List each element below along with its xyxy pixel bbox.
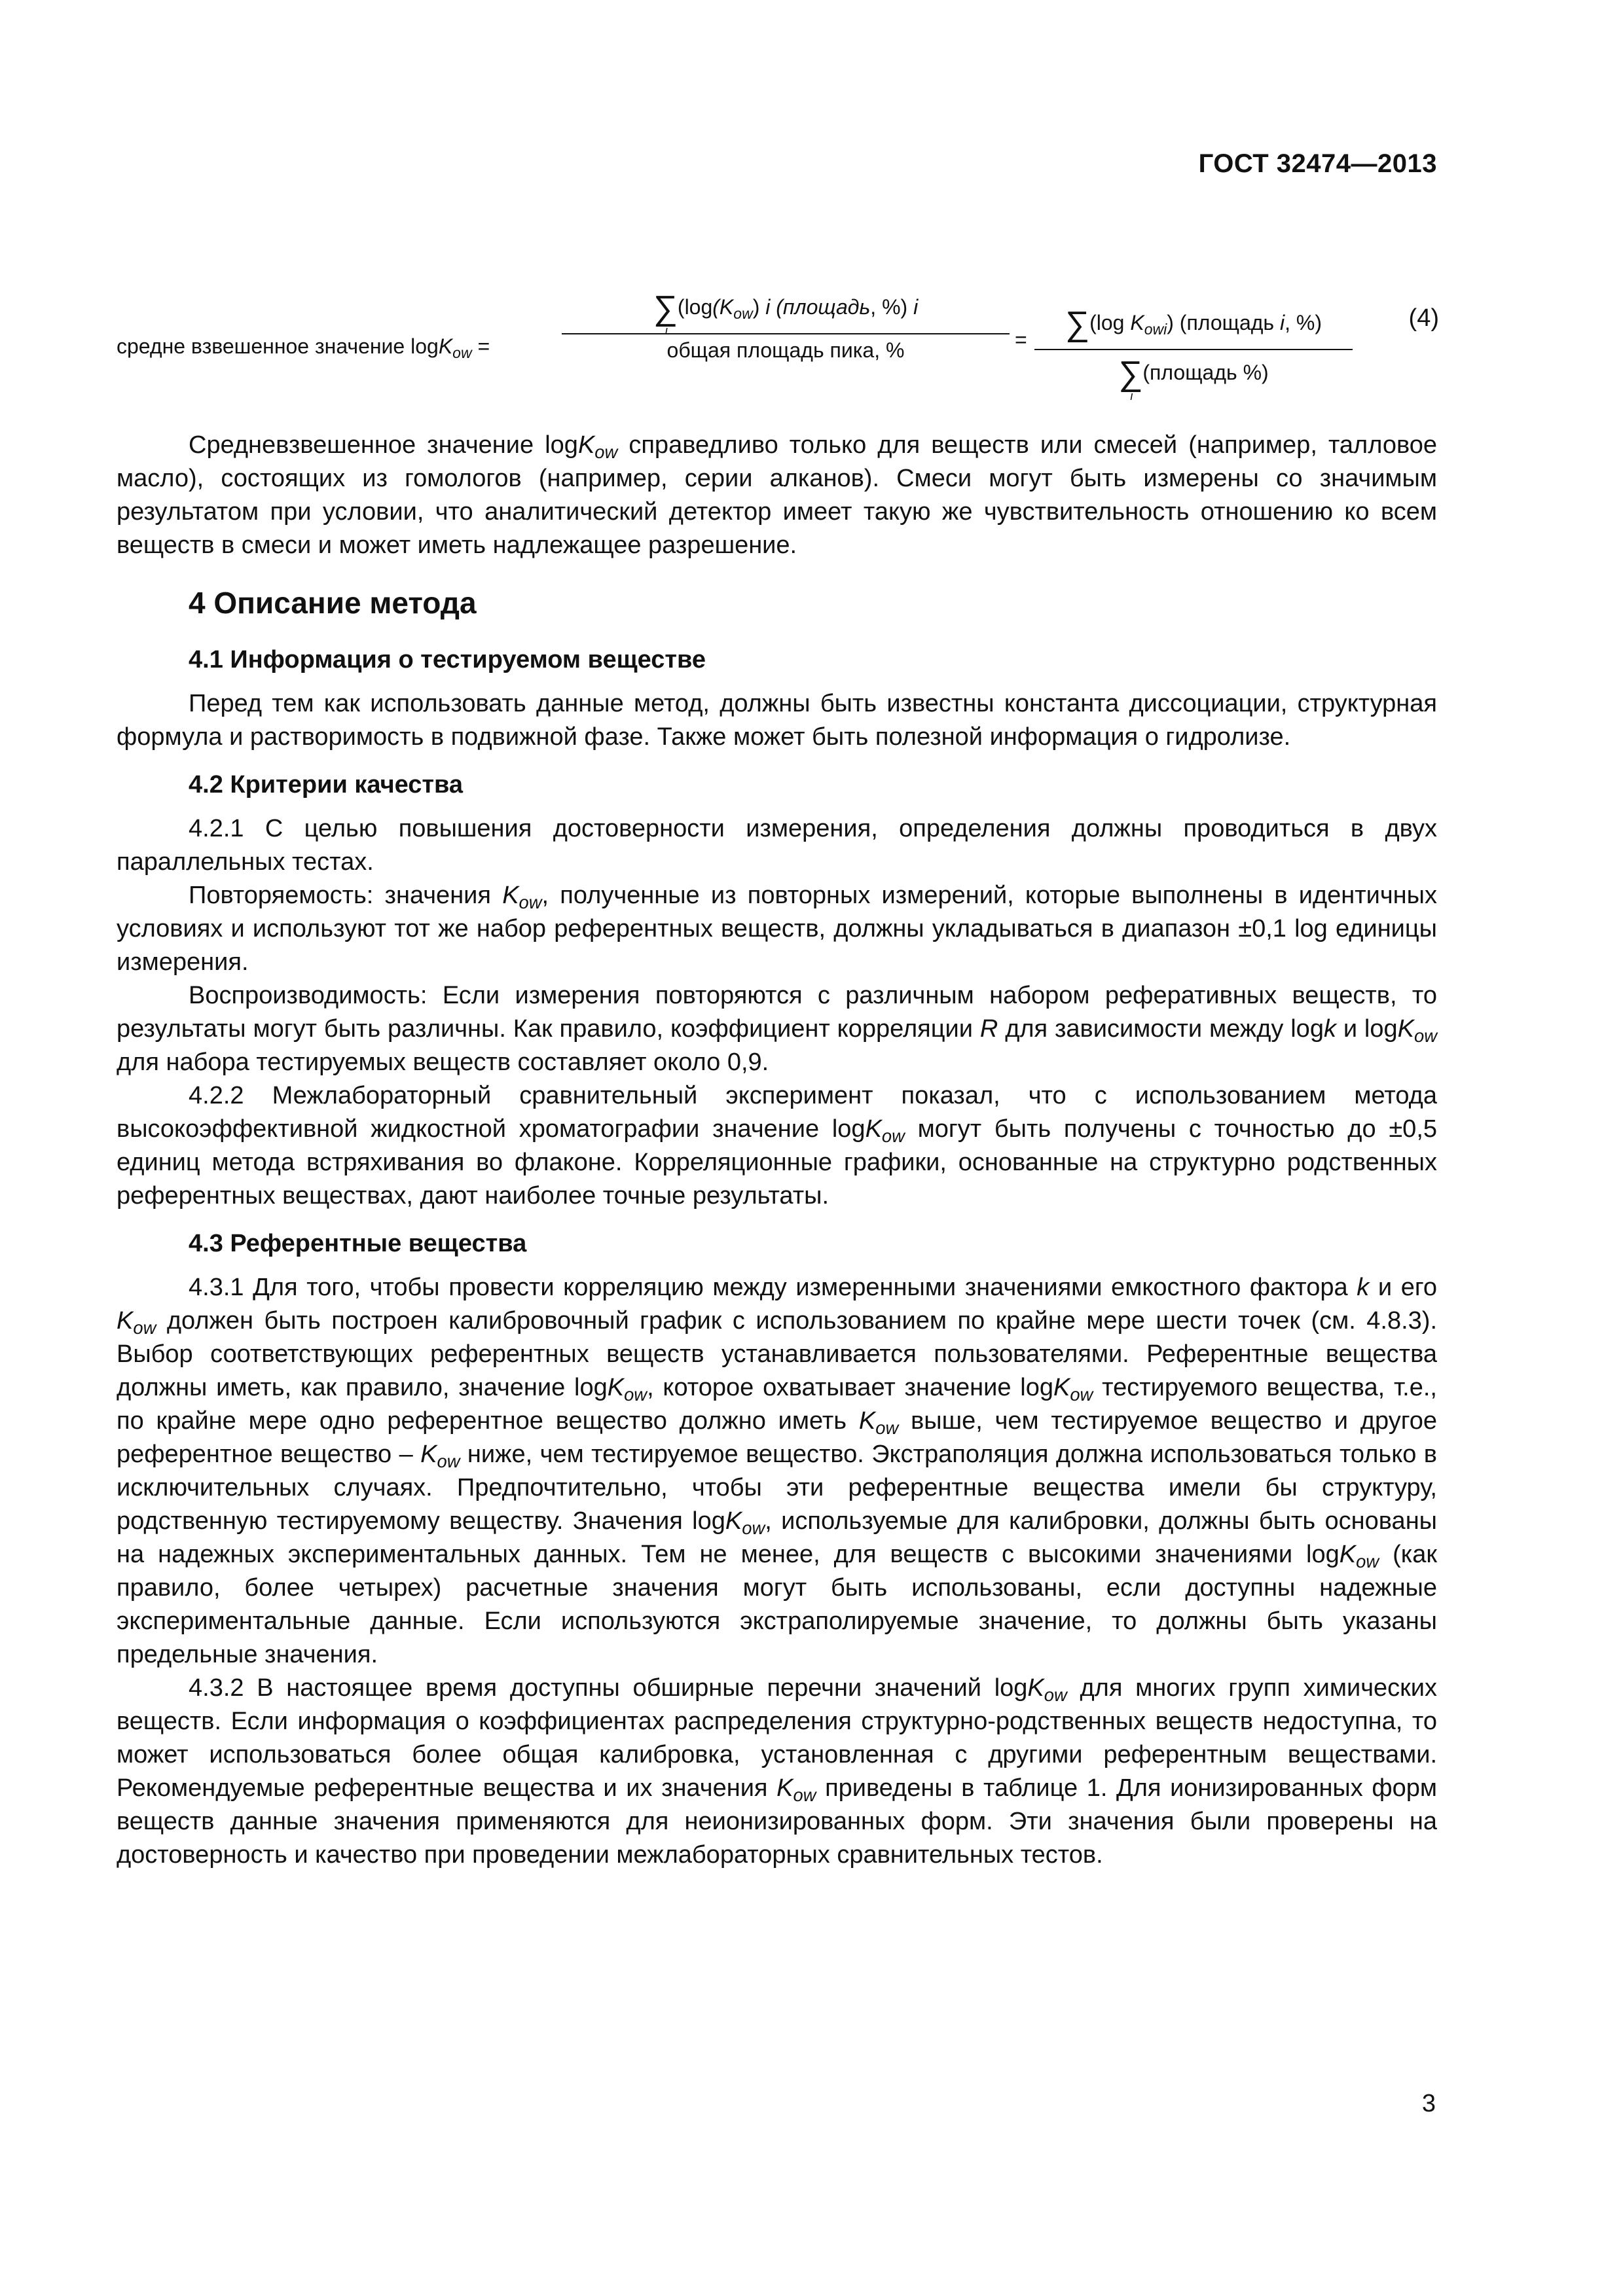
formula-lhs: средне взвешенное значение logK$_{ow}$ = [117, 334, 490, 361]
fraction-bar [562, 333, 1010, 334]
section-4-2-1-text: 4.2.1 С целью повышения достоверности измерения, определения должны проводиться в двух параллельных тестах. [117, 815, 1437, 876]
sigma-symbol: ∑ i [1118, 355, 1143, 403]
section-4-3-2-text: 4.3.2 В настоящее время доступны обширные перечни значений logK$_{ow}$ для многих групп химических веществ. Если информация о коэффициентах распределения структурно-родственных веществ недоступна, то может использоваться более общая калибровка, установленная с другими референтным веществами. Рекомендуемые референтные вещества и их значения $K_{ow}$ приведены в таблице 1. Для ионизированных форм веществ данные значения применяются для неионизированных форм. Эти значения были проверены на достоверность и качество при проведении межлабораторных сравнительных тестов. [117, 1674, 1438, 1869]
page-content [117, 429, 1437, 1872]
section-4-3-heading: 4.3 Референтные вещества [189, 1230, 527, 1257]
formula-equals: = [1015, 328, 1027, 351]
sigma-symbol: ∑ [1065, 305, 1090, 343]
document-header: ГОСТ 32474—2013 [1198, 149, 1437, 178]
section-4-1-text: Перед тем как использовать данные метод, должны быть известны константа диссоциации, структурная формула и растворимость в подвижной фазе. Также может быть полезной информация о гидролизе. [117, 690, 1437, 751]
repeatability-paragraph: Повторяемость: значения $K_{ow}$, полученные из повторных измерений, которые выполнены в идентичных условиях и используют тот же набор референтных веществ, должны укладываться в диапазон ±0,1 log единицы измерения. [117, 882, 1437, 976]
fraction-2-numerator: ∑(log $K_{owi}$) (площадь i, %) [1065, 305, 1322, 343]
fraction-2-denominator: ∑ i (площадь %) [1118, 355, 1269, 403]
section-4-heading: 4 Описание метода [189, 586, 477, 620]
section-4-1-heading: 4.1 Информация о тестируемом веществе [189, 646, 706, 673]
formula-fraction-1 [562, 289, 1010, 363]
intro-paragraph: Средневзвешенное значение logK$_{ow}$ справедливо только для веществ или смесей (например, талловое масло), состоящих из гомологов (например, серии алканов). Смеси могут быть измерены со значимым результатом при условии, что аналитический детектор имеет такую же чувствительность отношению ко всем веществ в смеси и может иметь надлежащее разрешение. [117, 431, 1437, 559]
fraction-bar [1034, 349, 1353, 350]
sigma-symbol: ∑ i [653, 289, 678, 337]
section-4-3-1-text: 4.3.1 Для того, чтобы провести корреляцию между измеренными значениями емкостного фактора k и его $K_{ow}$ должен быть построен калибровочный график с использованием по крайне мере шести точек (см. 4.8.3). Выбор соответствующих референтных веществ устанавливается пользователями. Референтные вещества должны иметь, как правило, значение logK$_{ow}$, которое охватывает значение logK$_{ow}$ тестируемого вещества, т.е., по крайне мере одно референтное вещество должно иметь $K_{ow}$ выше, чем тестируемое вещество и другое референтное вещество – $K_{ow}$ ниже, чем тестируемое вещество. Экстраполяция должна использоваться только в исключительных случаях. Предпочтительно, чтобы эти референтные вещества имели бы структуру, родственную тестируемому веществу. Значения logK$_{ow}$, используемые для калибровки, должны быть основаны на надежных экспериментальных данных. Тем не менее, для веществ с высокими значениями logK$_{ow}$ (как правило, более четырех) расчетные значения могут быть использованы, если доступны надежные экспериментальные данные. Если используются экстраполируемые значение, то должны быть указаны предельные значения. [117, 1274, 1438, 1668]
page-number: 3 [1421, 2090, 1436, 2117]
equation-number: (4) [1408, 304, 1439, 332]
fraction-1-numerator: ∑ i ($\log(K_{ow})$ i (площадь, %) i [653, 289, 919, 337]
section-4-2-2-text: 4.2.2 Межлабораторный сравнительный эксперимент показал, что с использованием метода высокоэффективной жидкостной хроматографии значение logK$_{ow}$ могут быть получены с точностью до ±0,5 единиц метода встряхивания во флаконе. Корреляционные графики, основанные на структурно родственных референтных веществах, дают наиболее точные результаты. [117, 1082, 1438, 1210]
section-4-2-heading: 4.2 Критерии качества [189, 771, 464, 798]
reproducibility-paragraph: Воспроизводимость: Если измерения повторяются с различным набором реферативных веществ, то результаты могут быть различны. Как правило, коэффициент корреляции R для зависимости между logk и logK$_{ow}$ для набора тестируемых веществ составляет около 0,9. [117, 982, 1437, 1076]
formula-weighted-logkow [117, 278, 1439, 409]
formula-fraction-2 [1034, 304, 1353, 403]
fraction-1-denominator: общая площадь пика, % [666, 338, 905, 362]
